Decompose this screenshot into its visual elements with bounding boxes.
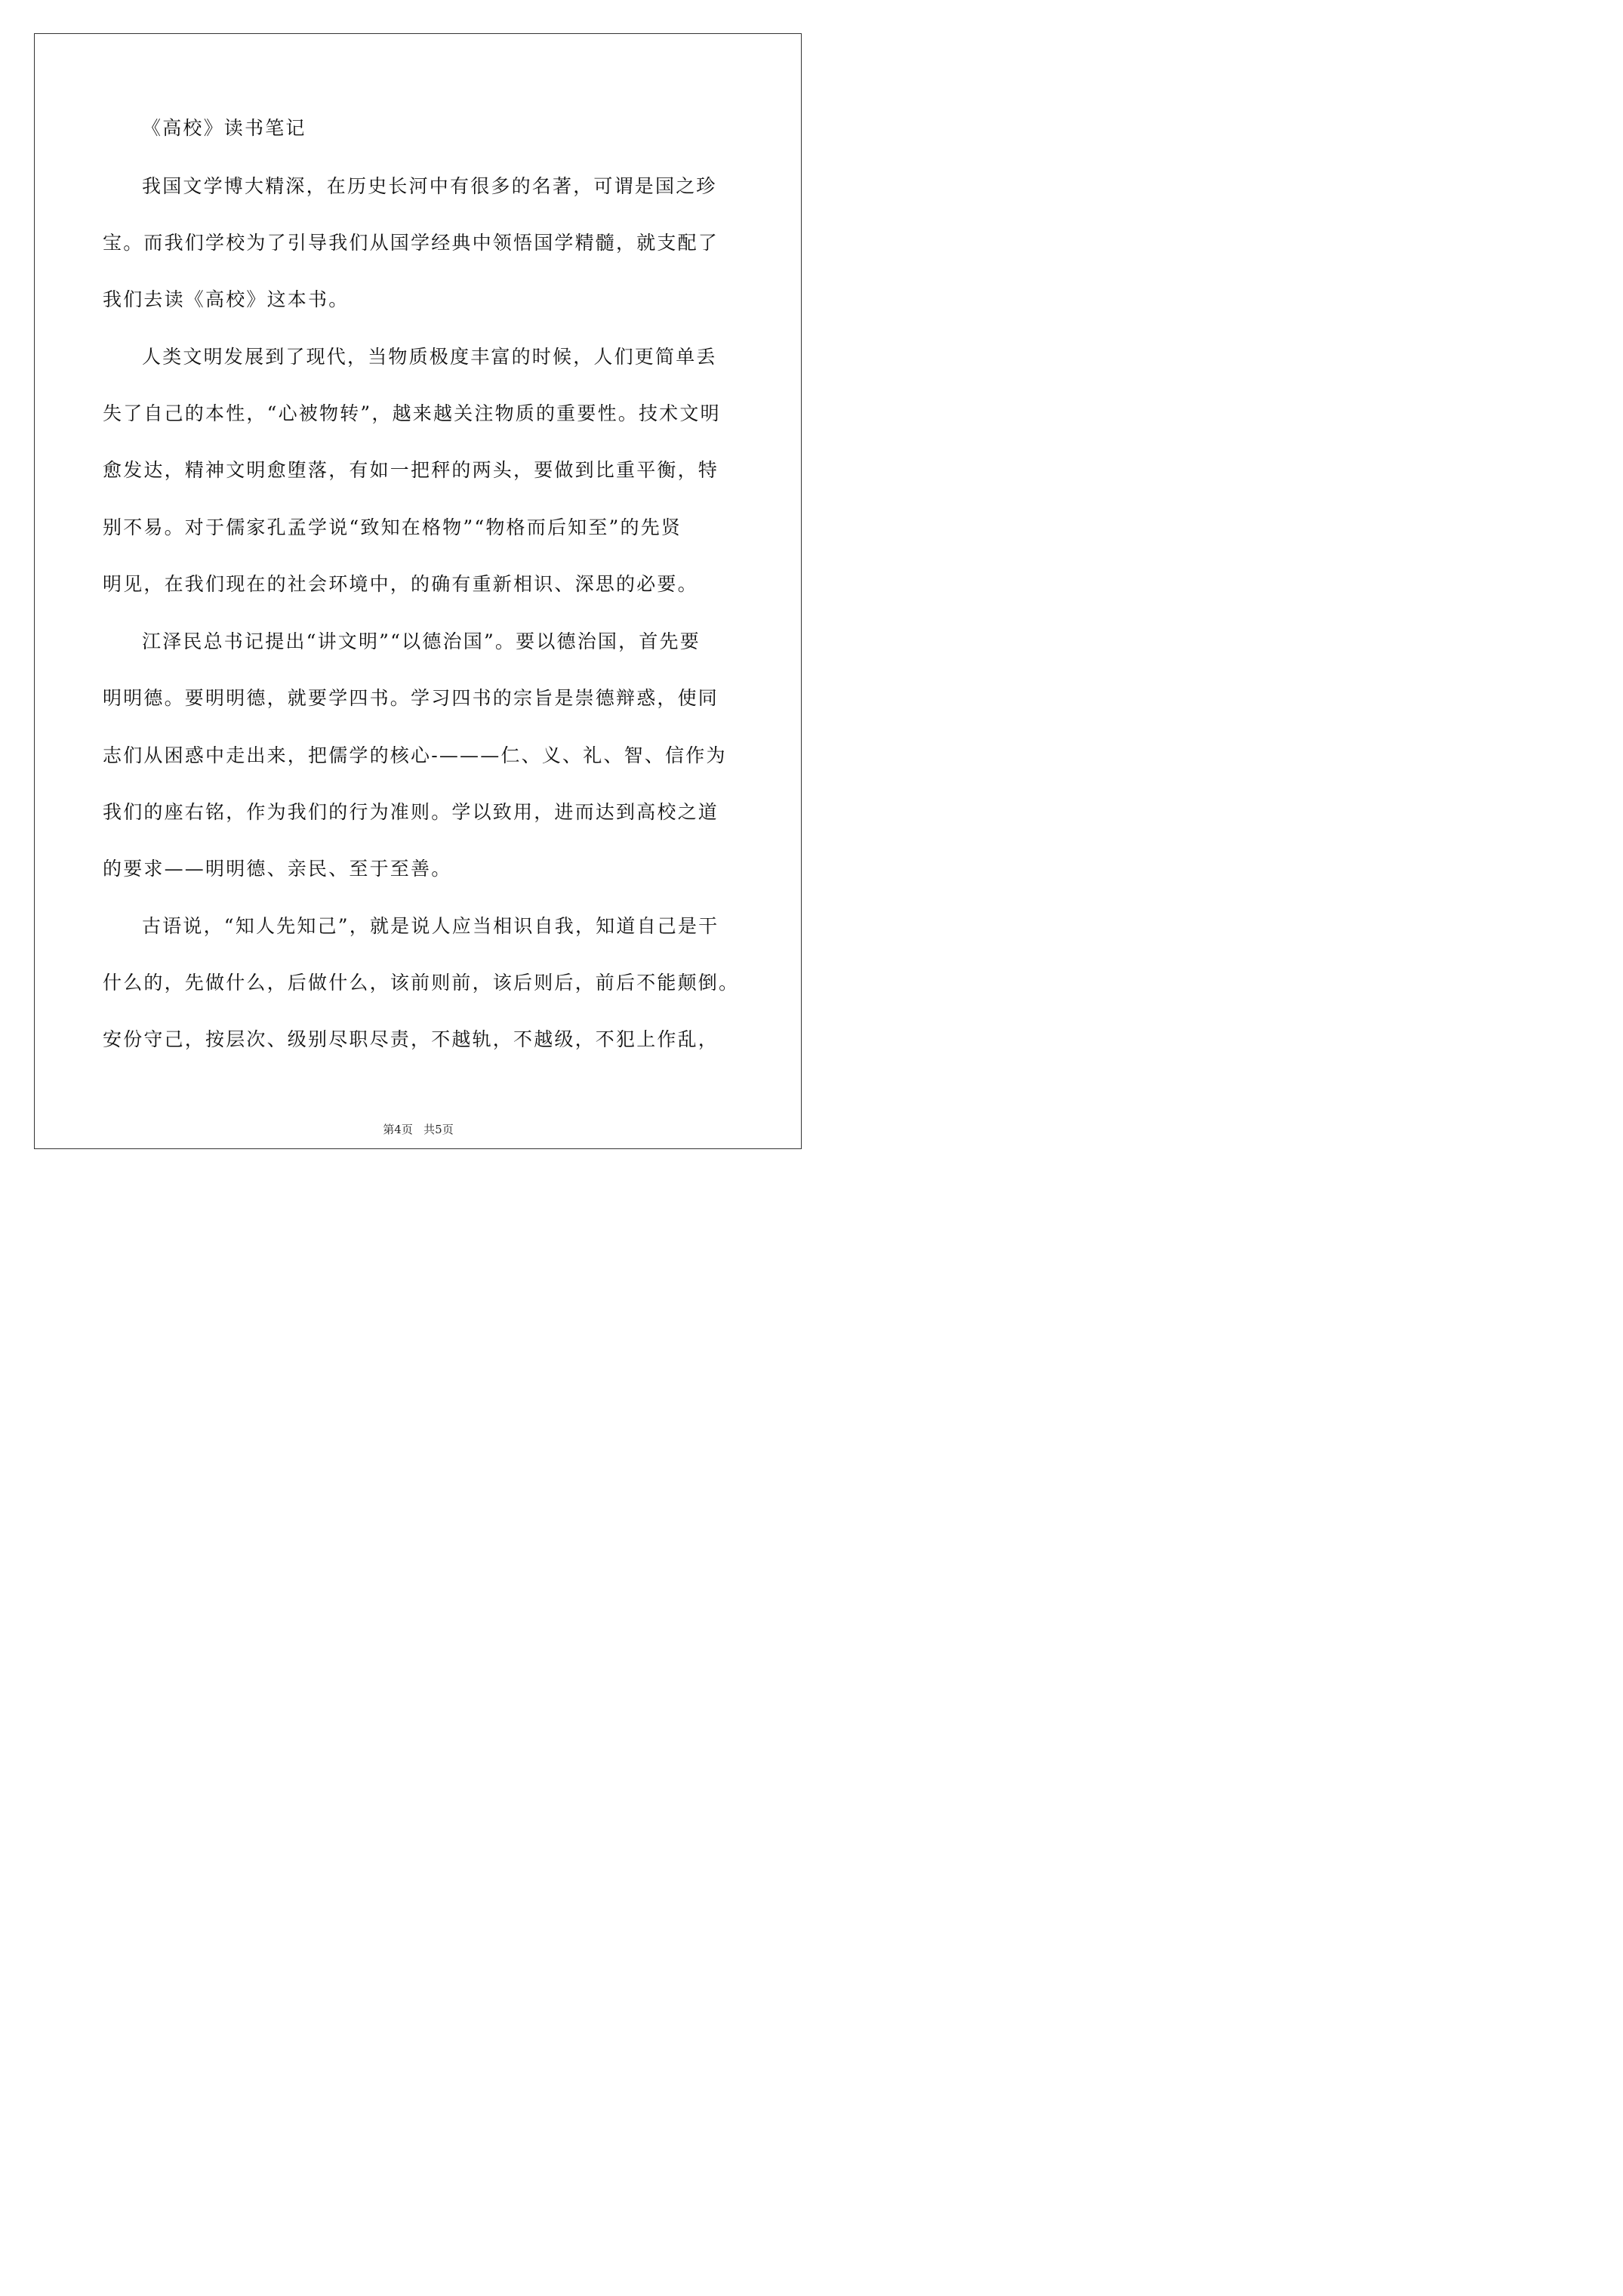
paragraph-line: 古语说，“知人先知己”，就是说人应当相识自我，知道自己是干 (142, 915, 719, 937)
paragraph-line: 江泽民总书记提出“讲文明”“以德治国”。要以德治国，首先要 (142, 630, 701, 652)
paragraph-line: 愈发达，精神文明愈堕落，有如一把秤的两头，要做到比重平衡，特 (103, 459, 719, 481)
paragraph-line: 我国文学博大精深，在历史长河中有很多的名著，可谓是国之珍 (142, 175, 717, 197)
paragraph-line: 什么的，先做什么，后做什么，该前则前，该后则后，前后不能颠倒。 (103, 972, 740, 994)
paragraph-line: 明明德。要明明德，就要学四书。学习四书的宗旨是崇德辩惑，使同 (103, 687, 719, 709)
paragraph-line: 安份守己，按层次、级别尽职尽责，不越轨，不越级，不犯上作乱， (103, 1028, 719, 1050)
paragraph-line: 宝。而我们学校为了引导我们从国学经典中领悟国学精髓，就支配了 (103, 232, 719, 254)
paragraph-line: 人类文明发展到了现代，当物质极度丰富的时候，人们更简单丢 (142, 346, 717, 368)
paragraph-line: 我们的座右铭，作为我们的行为准则。学以致用，进而达到高校之道 (103, 801, 719, 823)
paragraph-line: 失了自己的本性，“心被物转”，越来越关注物质的重要性。技术文明 (103, 402, 721, 424)
paragraph-line: 我们去读《高校》这本书。 (103, 288, 350, 310)
paragraph-line: 的要求——明明德、亲民、至于至善。 (103, 858, 452, 880)
paragraph-line: 别不易。对于儒家孔孟学说“致知在格物”“物格而后知至”的先贤 (103, 516, 682, 538)
paragraph-line: 志们从困惑中走出来，把儒学的核心-———仁、义、礼、智、信作为 (103, 744, 727, 766)
document-title: 《高校》读书笔记 (142, 117, 306, 139)
page-number-footer: 第4页 共5页 (383, 1123, 454, 1136)
paragraph-line: 明见，在我们现在的社会环境中，的确有重新相识、深思的必要。 (103, 573, 698, 595)
